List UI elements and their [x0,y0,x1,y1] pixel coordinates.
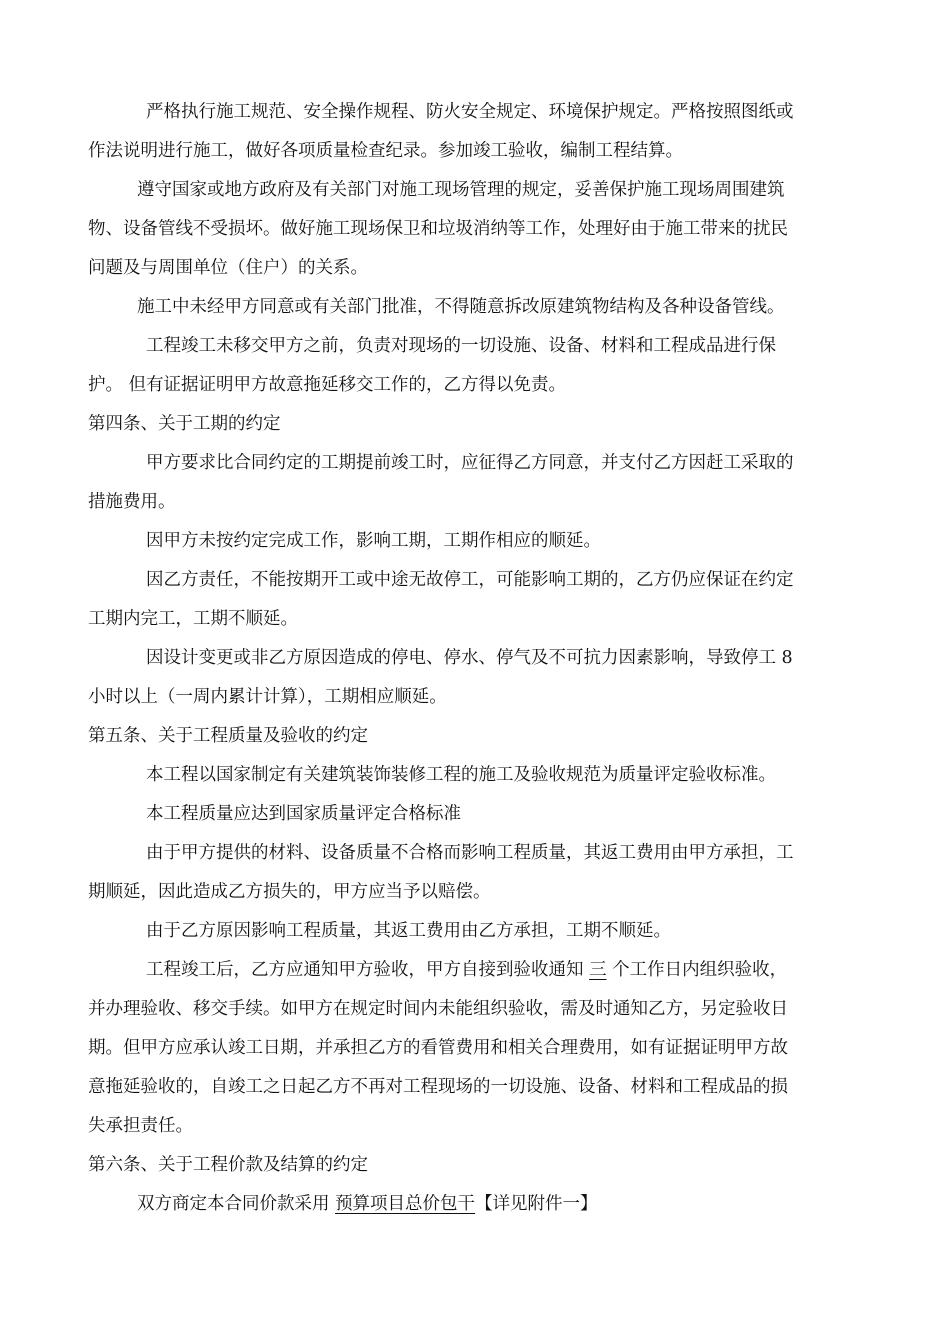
paragraph-line: 甲方要求比合同约定的工期提前竣工时，应征得乙方同意，并支付乙方因赶工采取的 [146,453,794,473]
paragraph-line: 施工中未经甲方同意或有关部门批准，不得随意拆改原建筑物结构及各种设备管线。 [137,297,785,317]
section-heading-article-4: 第四条、关于工期的约定 [88,414,281,434]
paragraph-line [146,957,787,983]
paragraph-line: 作法说明进行施工，做好各项质量检查纪录。参加竣工验收，编制工程结算。 [88,141,683,161]
paragraph-line: 失承担责任。 [88,1116,193,1136]
section-heading-article-6: 第六条、关于工程价款及结算的约定 [88,1155,368,1175]
paragraph-line: 措施费用。 [88,492,176,512]
paragraph-line: 护。 但有证据证明甲方故意拖延移交工作的，乙方得以免责。 [88,375,567,395]
paragraph-line [137,1191,598,1217]
paragraph-line: 本工程以国家制定有关建筑装饰装修工程的施工及验收规范为质量评定验收标准。 [146,765,776,785]
paragraph-line: 并办理验收、移交手续。如甲方在规定时间内未能组织验收，需及时通知乙方，另定验收日 [88,999,788,1019]
paragraph-line: 严格执行施工规范、安全操作规程、防火安全规定、环境保护规定。严格按照图纸或 [146,102,794,122]
paragraph-line: 遵守国家或地方政府及有关部门对施工现场管理的规定，妥善保护施工现场周围建筑 [137,180,785,200]
paragraph-line: 由于乙方原因影响工程质量，其返工费用由乙方承担，工期不顺延。 [146,921,671,941]
line-text: 个工作日内组织验收， [606,960,788,980]
paragraph-line: 因乙方责任，不能按期开工或中途无故停工，可能影响工期的，乙方仍应保证在约定 [146,570,794,590]
paragraph-line: 本工程质量应达到国家质量评定合格标准 [146,804,461,824]
line-text: 双方商定本合同价款采用 [137,1194,336,1214]
line-text: 【详见附件一】 [475,1194,598,1214]
paragraph-line: 工期内完工，工期不顺延。 [88,609,298,629]
paragraph-line: 因甲方未按约定完成工作，影响工期，工期作相应的顺延。 [146,531,601,551]
paragraph-line: 由于甲方提供的材料、设备质量不合格而影响工程质量，其返工费用由甲方承担，工 [146,843,794,863]
paragraph-line: 期顺延，因此造成乙方损失的，甲方应当予以赔偿。 [88,882,491,902]
paragraph-line: 小时以上（一周内累计计算），工期相应顺延。 [88,687,447,707]
section-heading-article-5: 第五条、关于工程质量及验收的约定 [88,726,368,746]
paragraph-line: 工程竣工未移交甲方之前，负责对现场的一切设施、设备、材料和工程成品进行保 [146,336,776,356]
paragraph-line: 意拖延验收的，自竣工之日起乙方不再对工程现场的一切设施、设备、材料和工程成品的损 [88,1077,788,1097]
paragraph-line: 期。但甲方应承认竣工日期，并承担乙方的看管费用和相关合理费用，如有证据证明甲方故 [88,1038,788,1058]
line-text: 工程竣工后，乙方应通知甲方验收，甲方自接到验收通知 [146,960,590,980]
paragraph-line: 物、设备管线不受损坏。做好施工现场保卫和垃圾消纳等工作，处理好由于施工带来的扰民 [88,219,788,239]
paragraph-line: 问题及与周围单位（住户）的关系。 [88,258,368,278]
paragraph-line: 因设计变更或非乙方原因造成的停电、停水、停气及不可抗力因素影响，导致停工 8 [146,648,793,668]
underlined-days-value: 三 [589,960,607,980]
underlined-price-method: 预算项目总价包干 [335,1194,476,1214]
